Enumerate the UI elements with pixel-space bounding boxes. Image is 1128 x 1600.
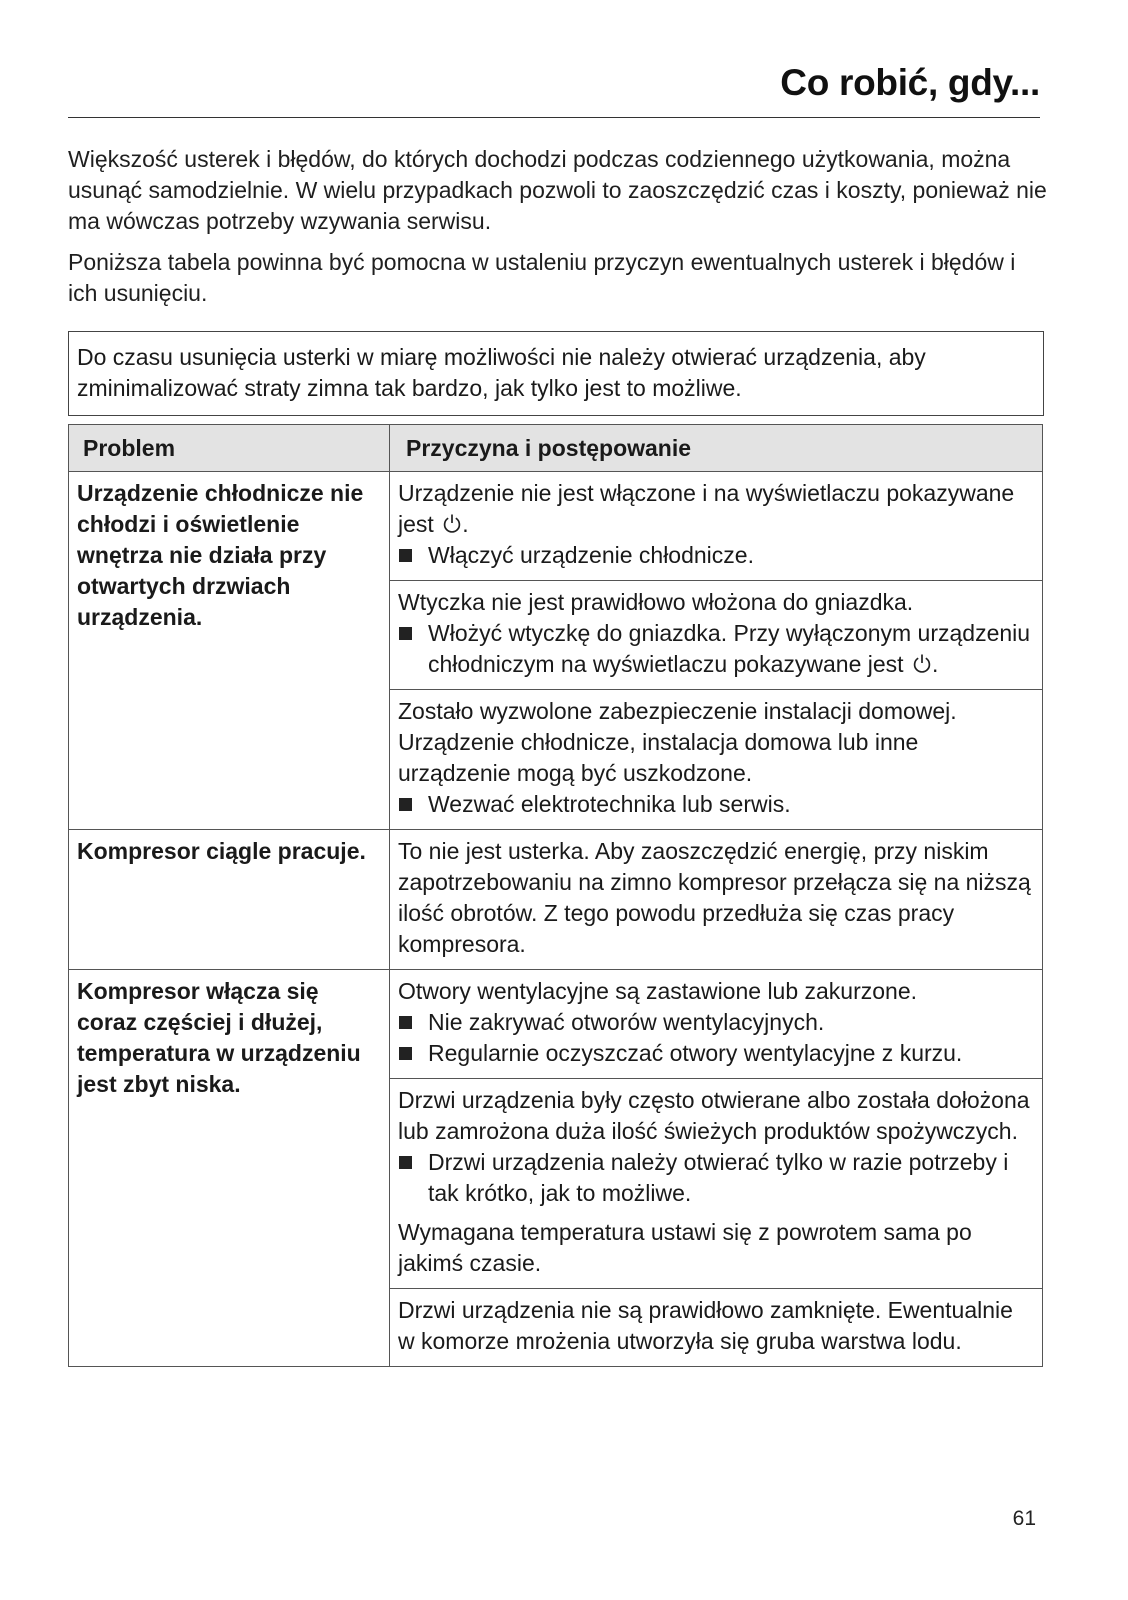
- table-row: [69, 970, 1043, 1079]
- cause-text: Drzwi urządzenia były często otwierane albo została dołożona lub zamrożona duża ilość świeżych produktów spożywczych.: [398, 1087, 1030, 1144]
- square-bullet-icon: [399, 1016, 412, 1029]
- troubleshooting-table: [68, 424, 1043, 1367]
- action-text: Regularnie oczyszczać otwory wentylacyjne z kurzu.: [428, 1040, 963, 1066]
- problem-cell: Kompresor ciągle pracuje.: [69, 830, 390, 970]
- problem-cell: Urządzenie chłodnicze nie chłodzi i oświetlenie wnętrza nie działa przy otwartych drzwiach urządzenia.: [69, 472, 390, 830]
- cause-text: Urządzenie nie jest włączone i na wyświetlaczu pokazywane jest .: [398, 480, 1015, 537]
- cause-text: Zostało wyzwolone zabezpieczenie instalacji domowej. Urządzenie chłodnicze, instalacja domowa lub inne urządzenie mogą być uszkodzone.: [398, 698, 957, 786]
- power-standby-icon: [912, 653, 932, 675]
- page-title: Co robić, gdy...: [780, 62, 1040, 103]
- action-item: [398, 1147, 1032, 1209]
- square-bullet-icon: [399, 1156, 412, 1169]
- cause-cell: [390, 581, 1043, 690]
- action-text: Drzwi urządzenia należy otwierać tylko w razie potrzeby i tak krótko, jak to możliwe.: [428, 1149, 1009, 1206]
- square-bullet-icon: [399, 549, 412, 562]
- cause-cell: [390, 1289, 1043, 1367]
- cause-cell: [390, 472, 1043, 581]
- cause-text: To nie jest usterka. Aby zaoszczędzić energię, przy niskim zapotrzebowaniu na zimno kompresor przełącza się na niższą ilość obrotów. Z tego powodu przedłuża się czas pracy kompresora.: [398, 838, 1031, 957]
- cause-text: Drzwi urządzenia nie są prawidłowo zamknięte. Ewentualnie w komorze mrożenia utworzyła się gruba warstwa lodu.: [398, 1297, 1013, 1354]
- action-item: [398, 540, 1032, 571]
- cause-cell: [390, 970, 1043, 1079]
- power-standby-icon: [442, 513, 462, 535]
- table-row: [69, 830, 1043, 970]
- page-number: 61: [1012, 1507, 1036, 1530]
- action-item: [398, 789, 1032, 820]
- table-row: [69, 472, 1043, 581]
- cause-text: Otwory wentylacyjne są zastawione lub zakurzone.: [398, 978, 918, 1004]
- square-bullet-icon: [399, 627, 412, 640]
- title-divider: [68, 117, 1040, 118]
- action-text: Nie zakrywać otworów wentylacyjnych.: [428, 1009, 825, 1035]
- table-header-row: [69, 425, 1043, 472]
- cause-cell: [390, 690, 1043, 830]
- cause-note: Wymagana temperatura ustawi się z powrotem sama po jakimś czasie.: [398, 1219, 972, 1276]
- intro-section: [68, 144, 1048, 319]
- cause-cell: [390, 1079, 1043, 1289]
- cause-text: Wtyczka nie jest prawidłowo włożona do gniazdka.: [398, 589, 914, 615]
- action-item: Włożyć wtyczkę do gniazdka. Przy wyłączonym urządzeniu chłodniczym na wyświetlaczu pokazywane jest .: [398, 618, 1032, 680]
- intro-paragraph: Większość usterek i błędów, do których dochodzi podczas codziennego użytkowania, można usunąć samodzielnie. W wielu przypadkach pozwoli to zaoszczędzić czas i koszty, ponieważ nie ma wówczas potrzeby wzywania serwisu.: [68, 146, 1047, 234]
- action-text: Wezwać elektrotechnika lub serwis.: [428, 791, 791, 817]
- action-item: [398, 1038, 1032, 1069]
- intro-paragraph: Poniższa tabela powinna być pomocna w ustaleniu przyczyn ewentualnych usterek i błędów i ich usunięciu.: [68, 249, 1016, 306]
- action-item: [398, 1007, 1032, 1038]
- cause-cell: [390, 830, 1043, 970]
- problem-cell: Kompresor włącza się coraz częściej i dłużej, temperatura w urządzeniu jest zbyt niska.: [69, 970, 390, 1367]
- notice-box: Do czasu usunięcia usterki w miarę możliwości nie należy otwierać urządzenia, aby zminimalizować straty zimna tak bardzo, jak tylko jest to możliwe.: [68, 331, 1044, 416]
- square-bullet-icon: [399, 798, 412, 811]
- column-header-cause: Przyczyna i postępowanie: [390, 425, 1043, 472]
- cause-text-content: Urządzenie nie jest włączone i na wyświetlaczu pokazywane jest: [398, 480, 1015, 537]
- square-bullet-icon: [399, 1047, 412, 1060]
- action-text: Włączyć urządzenie chłodnicze.: [428, 542, 754, 568]
- column-header-problem: Problem: [69, 425, 390, 472]
- action-text: Włożyć wtyczkę do gniazdka. Przy wyłączonym urządzeniu chłodniczym na wyświetlaczu pokazywane jest: [428, 620, 1031, 677]
